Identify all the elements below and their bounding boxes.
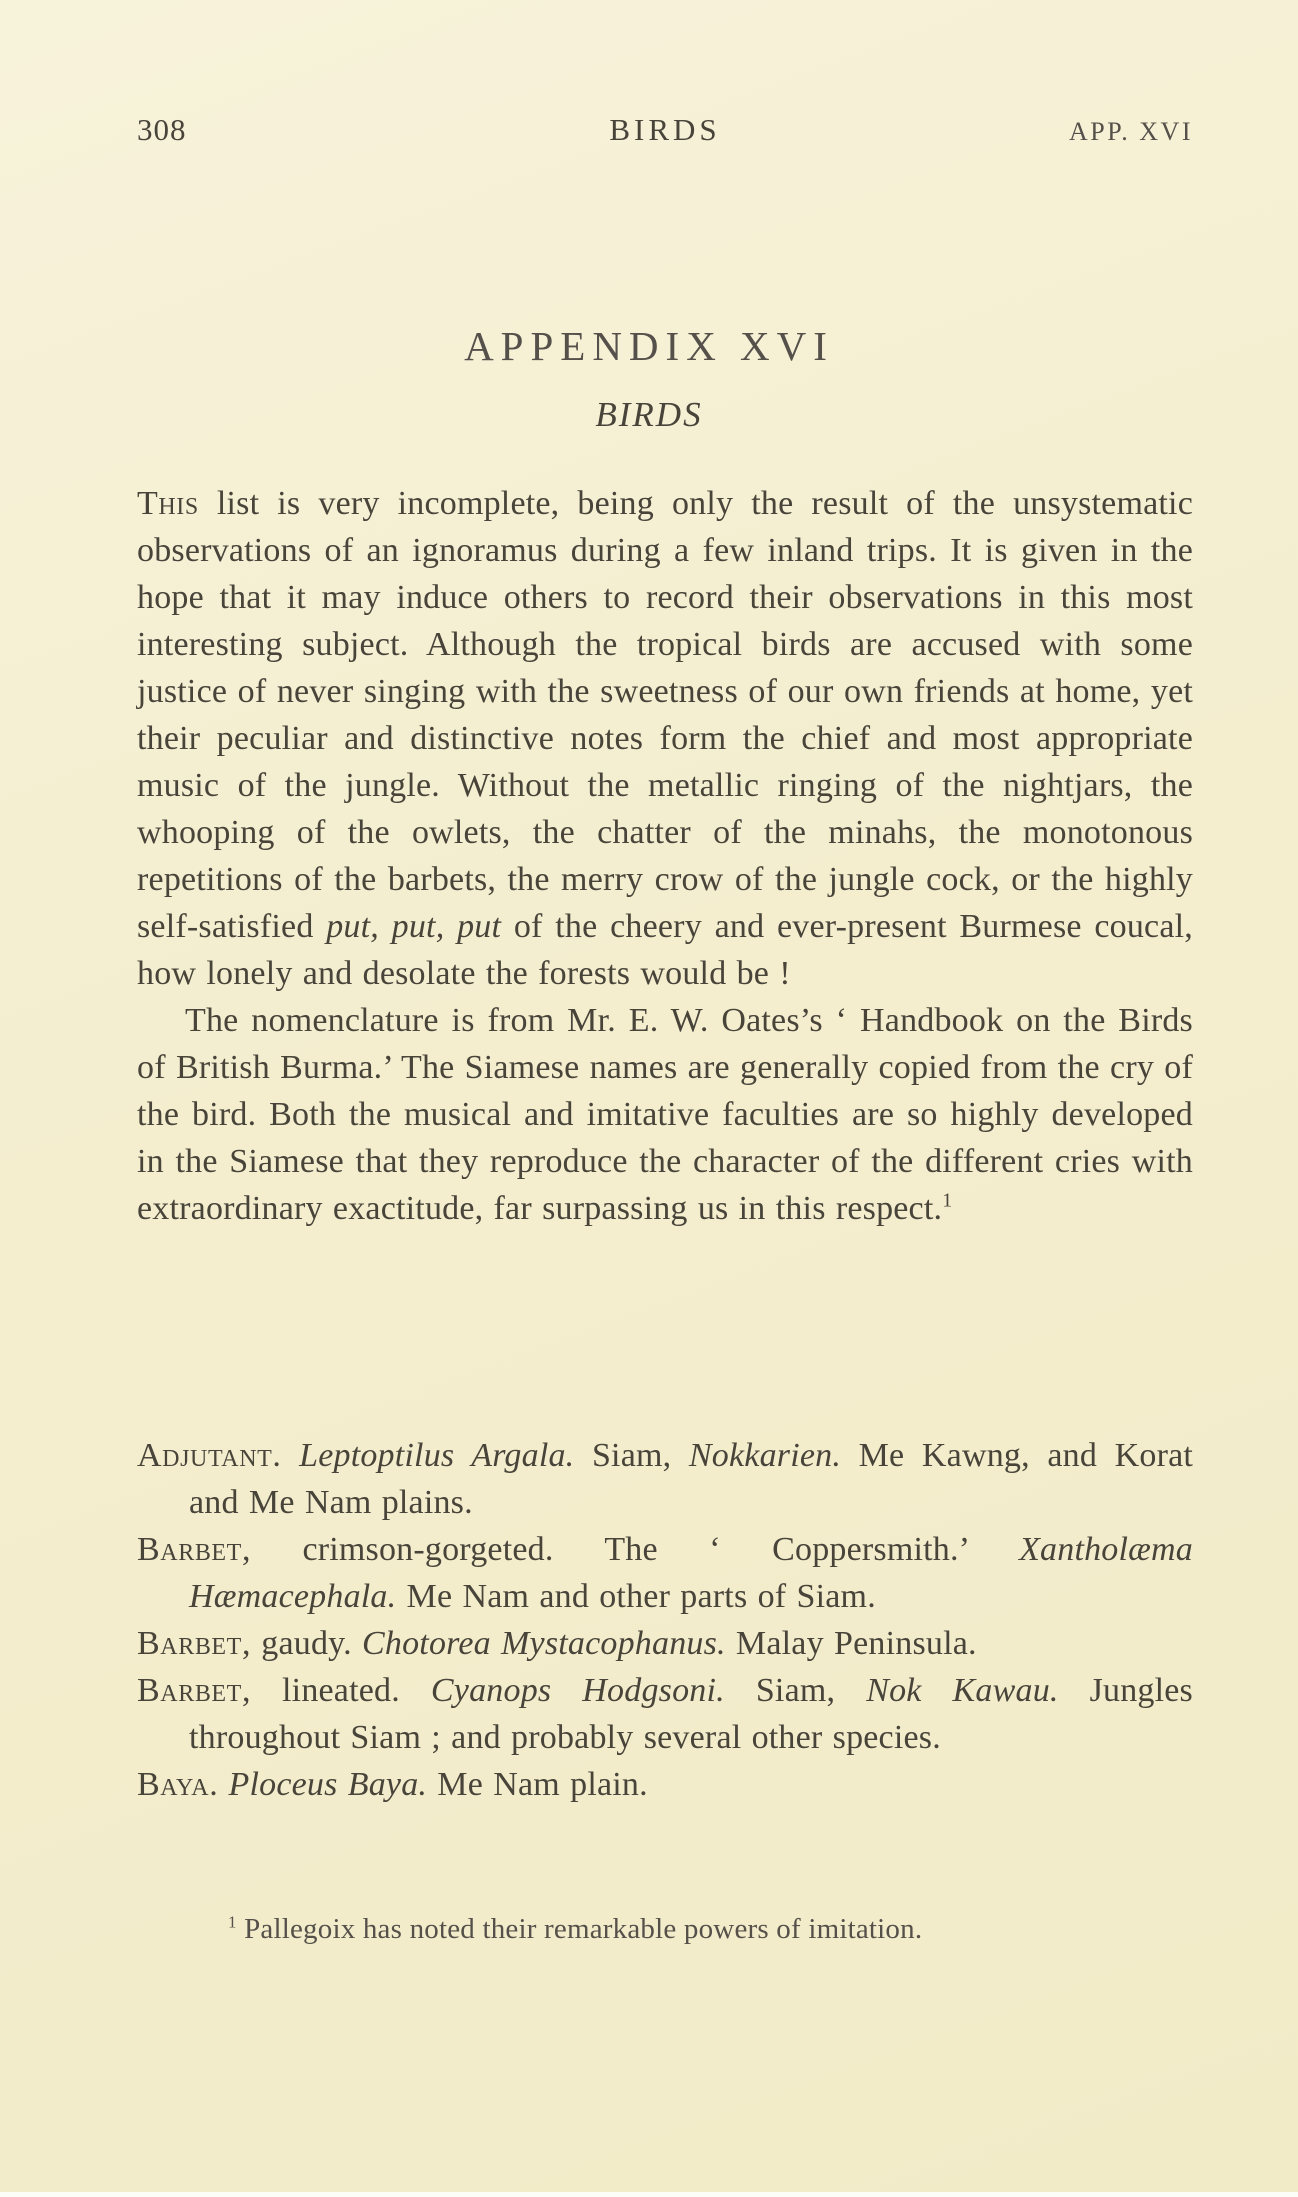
paragraph-intro-paragraph-1: This list is very incomplete, being only the result of the unsystematic observations of an ignoramus during a few inland trips. It is given in the hope that it may induce others to record their observations in this most interesting subject. Although the tropical birds are accused with some justice of never singing with the sweetness of our own friends at home, yet their peculiar and distinctive notes form the chief and most appropriate music of the jungle. Without the metallic ringing of the nightjars, the whooping of the owlets, the chatter of the minahs, the monotonous repetitions of the barbets, the merry crow of the jungle cock, or the highly self-satisfied put, put, put of the cheery and ever-present Burmese coucal, how lonely and desolate the forests would be ! (137, 485, 1193, 992)
bird-entry-barbet-crimson-gorgeted: Barbet, crimson-gorgeted. The ‘ Coppersmith.’ Xantholæma Hæmacephala. Me Nam and other parts of Siam. (137, 1531, 1193, 1615)
appendix-title: APPENDIX XVI (464, 323, 834, 369)
bird-entry-adjutant: Adjutant. Leptoptilus Argala. Siam, Nokkarien. Me Kawng, and Korat and Me Nam plains. (137, 1437, 1194, 1521)
bird-entry-baya: Baya. Ploceus Baya. Me Nam plain. (137, 1766, 648, 1803)
intro-paragraphs (137, 480, 1193, 1232)
bird-list (137, 1432, 1193, 1808)
paragraph-intro-paragraph-2: The nomenclature is from Mr. E. W. Oates’s ‘ Handbook on the Birds of British Burma.’ The Siamese names are generally copied from the cry of the bird. Both the musical and imitative faculties are so highly developed in the Siamese that they reproduce the character of the different cries with extraordinary exactitude, far surpassing us in this respect.$^1$ (137, 1002, 1193, 1227)
appendix-reference: APP. XVI (1068, 117, 1193, 146)
section-subtitle: BIRDS (595, 395, 703, 434)
bird-entry-barbet-gaudy: Barbet, gaudy. Chotorea Mystacophanus. Malay Peninsula. (137, 1625, 977, 1662)
footnote-marker: 1 (228, 1912, 237, 1932)
running-header (137, 112, 1193, 148)
footnote-text: Pallegoix has noted their remarkable powers of imitation. (244, 1913, 923, 1945)
page-number: 308 (137, 112, 187, 147)
running-title: BIRDS (609, 112, 721, 147)
bird-entry-barbet-lineated: Barbet, lineated. Cyanops Hodgsoni. Siam, Nok Kawau. Jungles throughout Siam ; and probably several other species. (137, 1672, 1193, 1756)
footnote (228, 1913, 922, 1946)
